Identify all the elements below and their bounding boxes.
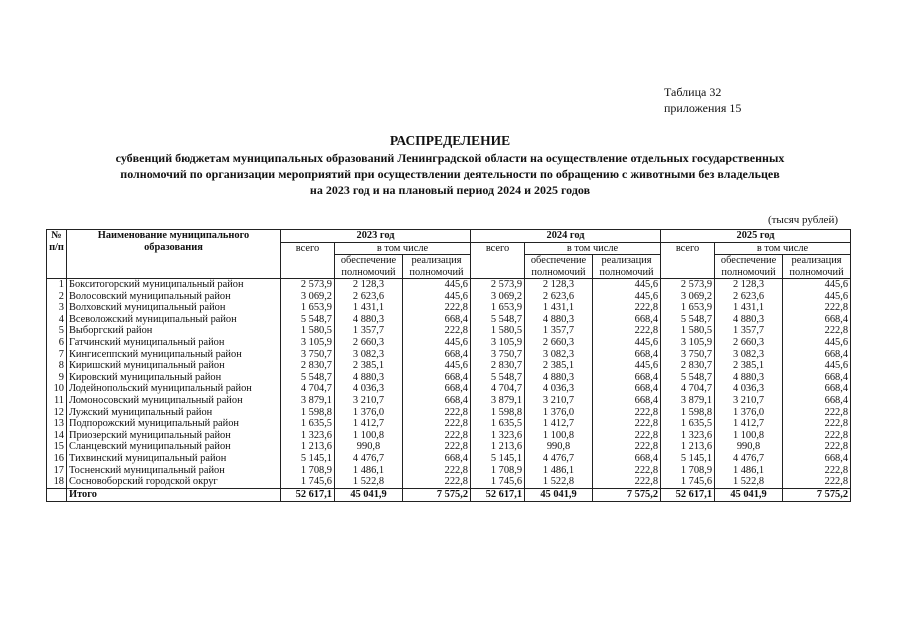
row-index: 12: [47, 407, 67, 419]
row-value: 3 069,2: [281, 291, 335, 303]
row-value: 222,8: [783, 302, 851, 314]
municipality-name: Выборгский район: [67, 325, 281, 337]
row-value: 222,8: [403, 430, 471, 442]
table-row: [47, 465, 851, 477]
municipality-name: Ломоносовский муниципальный район: [67, 395, 281, 407]
municipality-name: Бокситогорский муниципальный район: [67, 279, 281, 291]
row-value: 3 105,9: [281, 337, 335, 349]
row-value: 3 105,9: [471, 337, 525, 349]
row-value: 445,6: [783, 279, 851, 291]
row-index: 4: [47, 314, 67, 326]
table-row: [47, 407, 851, 419]
row-value: 668,4: [783, 383, 851, 395]
row-value: 1 708,9: [471, 465, 525, 477]
row-value: 1 357,7: [335, 325, 403, 337]
total-value: 7 575,2: [593, 488, 661, 501]
row-value: 222,8: [783, 465, 851, 477]
row-index: 7: [47, 349, 67, 361]
municipality-name: Сосновоборский городской округ: [67, 476, 281, 488]
row-value: 2 573,9: [281, 279, 335, 291]
row-value: 4 880,3: [525, 372, 593, 384]
table-row: [47, 372, 851, 384]
row-value: 1 522,8: [715, 476, 783, 488]
row-value: 668,4: [593, 349, 661, 361]
row-value: 3 750,7: [471, 349, 525, 361]
row-value: 1 412,7: [715, 418, 783, 430]
table-row: [47, 395, 851, 407]
row-value: 1 357,7: [525, 325, 593, 337]
row-value: 668,4: [403, 383, 471, 395]
row-value: 4 476,7: [525, 453, 593, 465]
row-value: 990,8: [715, 441, 783, 453]
row-value: 4 704,7: [661, 383, 715, 395]
row-value: 3 879,1: [471, 395, 525, 407]
row-value: 4 880,3: [335, 314, 403, 326]
row-value: 4 036,3: [525, 383, 593, 395]
row-value: 1 412,7: [525, 418, 593, 430]
row-value: 222,8: [783, 407, 851, 419]
row-value: 1 100,8: [715, 430, 783, 442]
row-index: 6: [47, 337, 67, 349]
row-value: 222,8: [783, 476, 851, 488]
row-value: 222,8: [403, 476, 471, 488]
row-value: 4 880,3: [335, 372, 403, 384]
row-value: 1 635,5: [661, 418, 715, 430]
row-value: 1 100,8: [335, 430, 403, 442]
row-value: 4 036,3: [715, 383, 783, 395]
row-value: 445,6: [593, 279, 661, 291]
row-value: 1 745,6: [661, 476, 715, 488]
row-value: 2 128,3: [335, 279, 403, 291]
row-value: 5 548,7: [661, 372, 715, 384]
row-value: 1 598,8: [661, 407, 715, 419]
row-value: 3 105,9: [661, 337, 715, 349]
header-total: всего: [281, 242, 335, 279]
row-value: 2 385,1: [715, 360, 783, 372]
row-value: 2 830,7: [471, 360, 525, 372]
municipality-name: Приозерский муниципальный район: [67, 430, 281, 442]
total-value: 7 575,2: [783, 488, 851, 501]
row-value: 3 082,3: [525, 349, 593, 361]
row-value: 1 522,8: [335, 476, 403, 488]
row-value: 1 431,1: [715, 302, 783, 314]
row-value: 3 082,3: [715, 349, 783, 361]
municipality-name: Тосненский муниципальный район: [67, 465, 281, 477]
row-index: 5: [47, 325, 67, 337]
row-value: 222,8: [593, 465, 661, 477]
header-name: Наименование муниципального образования: [67, 230, 281, 279]
row-value: 3 069,2: [471, 291, 525, 303]
row-index: 1: [47, 279, 67, 291]
row-value: 2 623,6: [335, 291, 403, 303]
row-value: 5 548,7: [471, 314, 525, 326]
subsidy-table: [46, 229, 851, 502]
row-index: 9: [47, 372, 67, 384]
row-index: 17: [47, 465, 67, 477]
row-value: 4 880,3: [715, 372, 783, 384]
row-value: 3 879,1: [661, 395, 715, 407]
municipality-name: Тихвинский муниципальный район: [67, 453, 281, 465]
row-value: 2 385,1: [525, 360, 593, 372]
row-value: 445,6: [783, 337, 851, 349]
municipality-name: Волховский муниципальный район: [67, 302, 281, 314]
row-value: 3 069,2: [661, 291, 715, 303]
row-index: 16: [47, 453, 67, 465]
row-value: 1 412,7: [335, 418, 403, 430]
row-value: 3 879,1: [281, 395, 335, 407]
row-value: 2 660,3: [715, 337, 783, 349]
header-number: № п/п: [47, 230, 67, 279]
row-value: 1 323,6: [281, 430, 335, 442]
total-value: 45 041,9: [525, 488, 593, 501]
units-label: (тысяч рублей): [767, 214, 838, 226]
row-value: 1 213,6: [471, 441, 525, 453]
row-value: 5 145,1: [661, 453, 715, 465]
row-value: 222,8: [593, 441, 661, 453]
row-value: 222,8: [593, 325, 661, 337]
row-index: 11: [47, 395, 67, 407]
header-year-2023: 2023 год: [281, 230, 471, 243]
row-value: 1 376,0: [715, 407, 783, 419]
row-value: 1 376,0: [525, 407, 593, 419]
row-value: 668,4: [403, 453, 471, 465]
table-row: [47, 349, 851, 361]
row-value: 1 486,1: [525, 465, 593, 477]
row-value: 990,8: [335, 441, 403, 453]
row-value: 1 653,9: [661, 302, 715, 314]
header-year-2024: 2024 год: [471, 230, 661, 243]
row-value: 2 623,6: [715, 291, 783, 303]
row-value: 1 708,9: [281, 465, 335, 477]
table-row: [47, 453, 851, 465]
subtitle-line: субвенций бюджетам муниципальных образований Ленинградской области на осуществление отдельных государственных: [115, 151, 785, 165]
row-value: 5 145,1: [471, 453, 525, 465]
total-value: 45 041,9: [335, 488, 403, 501]
total-index-cell: [47, 488, 67, 501]
total-value: 52 617,1: [471, 488, 525, 501]
row-value: 2 573,9: [661, 279, 715, 291]
header-provision: обеспечение полномочий: [715, 255, 783, 279]
row-value: 4 036,3: [335, 383, 403, 395]
table-row: [47, 314, 851, 326]
row-index: 10: [47, 383, 67, 395]
table-row: [47, 476, 851, 488]
row-value: 222,8: [593, 430, 661, 442]
row-value: 222,8: [403, 407, 471, 419]
row-value: 222,8: [403, 441, 471, 453]
header-including: в том числе: [715, 242, 851, 255]
header-implementation: реализация полномочий: [783, 255, 851, 279]
row-value: 2 660,3: [525, 337, 593, 349]
row-value: 5 145,1: [281, 453, 335, 465]
row-value: 2 623,6: [525, 291, 593, 303]
row-value: 668,4: [783, 349, 851, 361]
row-value: 1 213,6: [661, 441, 715, 453]
row-value: 668,4: [593, 395, 661, 407]
total-value: 52 617,1: [281, 488, 335, 501]
header-implementation: реализация полномочий: [593, 255, 661, 279]
row-value: 3 082,3: [335, 349, 403, 361]
row-value: 3 210,7: [715, 395, 783, 407]
row-value: 4 476,7: [715, 453, 783, 465]
row-value: 222,8: [783, 430, 851, 442]
row-value: 1 431,1: [335, 302, 403, 314]
row-value: 1 745,6: [471, 476, 525, 488]
table-row: [47, 441, 851, 453]
total-row: [47, 488, 851, 501]
row-index: 15: [47, 441, 67, 453]
row-value: 4 704,7: [281, 383, 335, 395]
row-value: 222,8: [783, 441, 851, 453]
total-label: Итого: [67, 488, 281, 501]
header-total: всего: [661, 242, 715, 279]
subtitle-line: на 2023 год и на плановый период 2024 и 2025 годов: [309, 183, 591, 197]
header-total: всего: [471, 242, 525, 279]
row-value: 222,8: [403, 325, 471, 337]
row-value: 668,4: [783, 372, 851, 384]
row-value: 1 486,1: [715, 465, 783, 477]
row-value: 668,4: [783, 395, 851, 407]
row-value: 1 580,5: [661, 325, 715, 337]
document-subtitle: [40, 150, 860, 198]
row-value: 668,4: [593, 453, 661, 465]
row-value: 5 548,7: [281, 314, 335, 326]
row-value: 668,4: [593, 314, 661, 326]
row-value: 445,6: [783, 291, 851, 303]
row-value: 445,6: [783, 360, 851, 372]
row-value: 3 210,7: [335, 395, 403, 407]
header-including: в том числе: [525, 242, 661, 255]
row-value: 1 653,9: [471, 302, 525, 314]
row-value: 668,4: [593, 372, 661, 384]
row-value: 445,6: [593, 360, 661, 372]
header-implementation: реализация полномочий: [403, 255, 471, 279]
document-title: РАСПРЕДЕЛЕНИЕ: [389, 133, 511, 148]
row-index: 3: [47, 302, 67, 314]
row-value: 222,8: [403, 302, 471, 314]
row-value: 222,8: [593, 302, 661, 314]
row-index: 2: [47, 291, 67, 303]
table-row: [47, 291, 851, 303]
row-value: 222,8: [783, 325, 851, 337]
municipality-name: Киришский муниципальный район: [67, 360, 281, 372]
total-value: 7 575,2: [403, 488, 471, 501]
row-value: 2 830,7: [281, 360, 335, 372]
table-number: Таблица 32: [664, 85, 722, 99]
table-row: [47, 383, 851, 395]
municipality-name: Гатчинский муниципальный район: [67, 337, 281, 349]
row-index: 18: [47, 476, 67, 488]
row-value: 1 522,8: [525, 476, 593, 488]
row-value: 222,8: [783, 418, 851, 430]
row-value: 668,4: [403, 349, 471, 361]
row-index: 13: [47, 418, 67, 430]
row-value: 1 431,1: [525, 302, 593, 314]
row-value: 668,4: [403, 395, 471, 407]
row-value: 1 653,9: [281, 302, 335, 314]
appendix-number: приложения 15: [664, 101, 742, 115]
row-value: 222,8: [403, 418, 471, 430]
row-value: 2 128,3: [715, 279, 783, 291]
row-value: 445,6: [403, 291, 471, 303]
table-row: [47, 337, 851, 349]
row-value: 445,6: [593, 337, 661, 349]
row-value: 1 323,6: [471, 430, 525, 442]
row-value: 5 548,7: [661, 314, 715, 326]
row-value: 445,6: [403, 360, 471, 372]
municipality-name: Подпорожский муниципальный район: [67, 418, 281, 430]
row-value: 1 598,8: [471, 407, 525, 419]
row-value: 1 635,5: [471, 418, 525, 430]
municipality-name: Сланцевский муниципальный район: [67, 441, 281, 453]
total-value: 52 617,1: [661, 488, 715, 501]
row-value: 222,8: [593, 418, 661, 430]
municipality-name: Волосовский муниципальный район: [67, 291, 281, 303]
subtitle-line: полномочий по организации мероприятий при осуществлении деятельности по обращению с животными без владельцев: [120, 167, 780, 181]
row-value: 445,6: [403, 337, 471, 349]
header-provision: обеспечение полномочий: [525, 255, 593, 279]
row-value: 668,4: [783, 453, 851, 465]
row-value: 3 750,7: [281, 349, 335, 361]
row-value: 1 580,5: [281, 325, 335, 337]
row-index: 8: [47, 360, 67, 372]
row-value: 445,6: [403, 279, 471, 291]
row-value: 1 323,6: [661, 430, 715, 442]
row-value: 1 745,6: [281, 476, 335, 488]
table-row: [47, 430, 851, 442]
row-value: 1 708,9: [661, 465, 715, 477]
row-value: 4 476,7: [335, 453, 403, 465]
row-value: 4 704,7: [471, 383, 525, 395]
table-row: [47, 325, 851, 337]
row-value: 5 548,7: [281, 372, 335, 384]
row-value: 1 635,5: [281, 418, 335, 430]
row-value: 2 128,3: [525, 279, 593, 291]
municipality-name: Лодейнопольский муниципальный район: [67, 383, 281, 395]
table-reference: [664, 84, 741, 116]
municipality-name: Всеволожский муниципальный район: [67, 314, 281, 326]
row-value: 1 486,1: [335, 465, 403, 477]
municipality-name: Лужский муниципальный район: [67, 407, 281, 419]
row-value: 222,8: [593, 476, 661, 488]
row-value: 668,4: [403, 372, 471, 384]
row-value: 222,8: [593, 407, 661, 419]
header-including: в том числе: [335, 242, 471, 255]
row-value: 4 880,3: [715, 314, 783, 326]
row-value: 4 880,3: [525, 314, 593, 326]
row-value: 5 548,7: [471, 372, 525, 384]
row-value: 990,8: [525, 441, 593, 453]
row-value: 2 385,1: [335, 360, 403, 372]
municipality-name: Кировский муниципальный район: [67, 372, 281, 384]
row-value: 222,8: [403, 465, 471, 477]
table-row: [47, 302, 851, 314]
row-value: 668,4: [403, 314, 471, 326]
row-value: 2 573,9: [471, 279, 525, 291]
row-value: 1 213,6: [281, 441, 335, 453]
row-value: 668,4: [593, 383, 661, 395]
row-value: 445,6: [593, 291, 661, 303]
row-value: 1 376,0: [335, 407, 403, 419]
header-year-2025: 2025 год: [661, 230, 851, 243]
table-row: [47, 418, 851, 430]
row-value: 1 100,8: [525, 430, 593, 442]
row-value: 2 830,7: [661, 360, 715, 372]
row-value: 3 750,7: [661, 349, 715, 361]
table-row: [47, 279, 851, 291]
header-provision: обеспечение полномочий: [335, 255, 403, 279]
row-value: 3 210,7: [525, 395, 593, 407]
row-value: 1 598,8: [281, 407, 335, 419]
row-value: 1 580,5: [471, 325, 525, 337]
municipality-name: Кингисеппский муниципальный район: [67, 349, 281, 361]
row-value: 668,4: [783, 314, 851, 326]
row-value: 2 660,3: [335, 337, 403, 349]
row-value: 1 357,7: [715, 325, 783, 337]
table-row: [47, 360, 851, 372]
total-value: 45 041,9: [715, 488, 783, 501]
row-index: 14: [47, 430, 67, 442]
